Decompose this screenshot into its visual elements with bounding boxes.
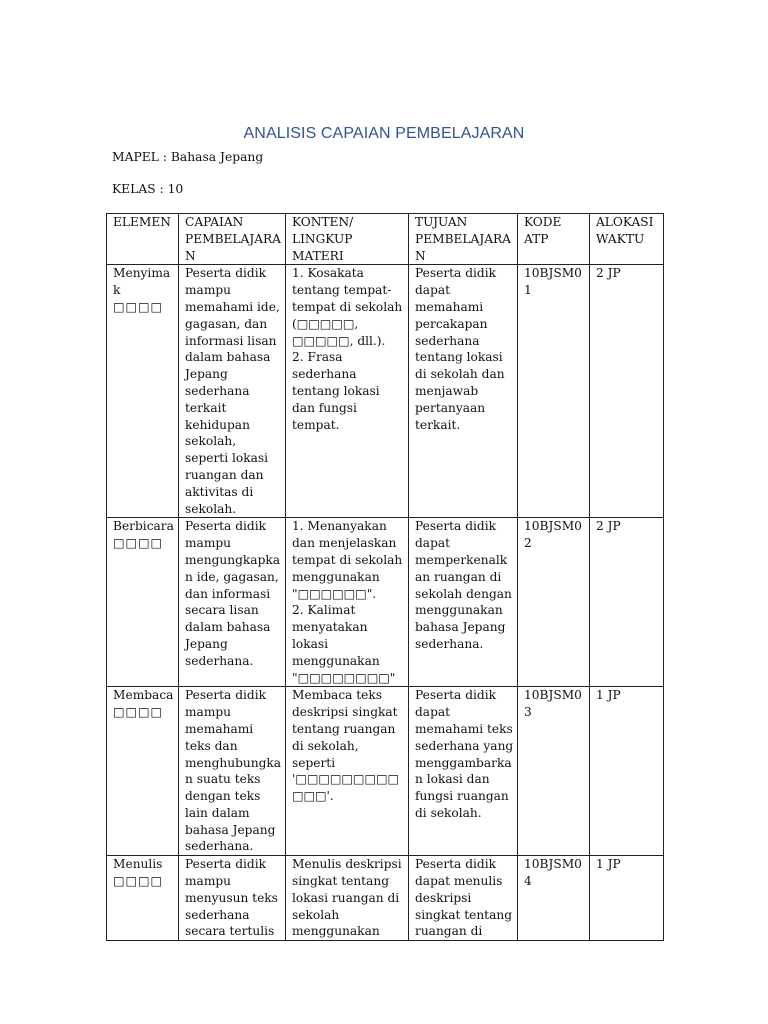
table-row: [107, 518, 664, 687]
table-row: [107, 856, 664, 941]
header-alokasi: ALOKASI WAKTU: [590, 214, 664, 265]
elemen-jp-label: □□□□: [113, 874, 164, 889]
cell-alokasi: 1 JP: [590, 856, 664, 941]
cell-kode: 10BJSM04: [518, 856, 590, 941]
cell-capaian: Peserta didik mampu menyusun teks sederhana secara tertulis: [179, 856, 286, 941]
cell-elemen: [107, 265, 179, 518]
mapel-label: MAPEL : Bahasa Jepang: [112, 150, 264, 164]
cell-capaian: Peserta didik mampu memahami teks dan menghubungkan suatu teks dengan teks lain dalam bahasa Jepang sederhana.: [179, 687, 286, 856]
cell-tujuan: Peserta didik dapat menulis deskripsi singkat tentang ruangan di: [409, 856, 518, 941]
cell-alokasi: 2 JP: [590, 265, 664, 518]
elemen-label: Membaca: [113, 688, 174, 703]
kelas-label: KELAS : 10: [112, 182, 184, 196]
cell-elemen: [107, 687, 179, 856]
elemen-jp-label: □□□□: [113, 705, 164, 720]
cell-tujuan: Peserta didik dapat memperkenalkan ruangan di sekolah dengan menggunakan bahasa Jepang sederhana.: [409, 518, 518, 687]
cp-analysis-table: [106, 213, 664, 941]
header-elemen: ELEMEN: [107, 214, 179, 265]
cell-konten: 1. Menanyakan dan menjelaskan tempat di sekolah menggunakan "□□□□□□". 2. Kalimat menyatakan lokasi menggunakan "□□□□□□□□": [286, 518, 409, 687]
header-capaian: CAPAIAN PEMBELAJARAN: [179, 214, 286, 265]
cell-elemen: [107, 518, 179, 687]
document-title: ANALISIS CAPAIAN PEMBELAJARAN: [243, 125, 525, 142]
table-header-row: [107, 214, 664, 265]
table-row: [107, 687, 664, 856]
cell-kode: 10BJSM03: [518, 687, 590, 856]
header-tujuan: TUJUAN PEMBELAJARAN: [409, 214, 518, 265]
cell-konten: 1. Kosakata tentang tempat-tempat di sekolah (□□□□□, □□□□□, dll.). 2. Frasa sederhana tentang lokasi dan fungsi tempat.: [286, 265, 409, 518]
elemen-label: Berbicara: [113, 519, 174, 534]
cell-konten: Menulis deskripsi singkat tentang lokasi ruangan di sekolah menggunakan: [286, 856, 409, 941]
header-konten: KONTEN/ LINGKUP MATERI: [286, 214, 409, 265]
cell-alokasi: 2 JP: [590, 518, 664, 687]
cell-kode: 10BJSM01: [518, 265, 590, 518]
cell-tujuan: Peserta didik dapat memahami teks sederhana yang menggambarkan lokasi dan fungsi ruangan di sekolah.: [409, 687, 518, 856]
cell-capaian: Peserta didik mampu memahami ide, gagasan, dan informasi lisan dalam bahasa Jepang sederhana terkait kehidupan sekolah, seperti lokasi ruangan dan aktivitas di sekolah.: [179, 265, 286, 518]
header-kode: KODE ATP: [518, 214, 590, 265]
cell-elemen: [107, 856, 179, 941]
elemen-jp-label: □□□□: [113, 536, 164, 551]
cell-kode: 10BJSM02: [518, 518, 590, 687]
elemen-label: Menyimak: [113, 266, 171, 298]
elemen-jp-label: □□□□: [113, 299, 164, 314]
cell-alokasi: 1 JP: [590, 687, 664, 856]
cell-capaian: Peserta didik mampu mengungkapkan ide, gagasan, dan informasi secara lisan dalam bahasa Jepang sederhana.: [179, 518, 286, 687]
table-row: [107, 265, 664, 518]
cell-tujuan: Peserta didik dapat memahami percakapan sederhana tentang lokasi di sekolah dan menjawab pertanyaan terkait.: [409, 265, 518, 518]
cell-konten: Membaca teks deskripsi singkat tentang ruangan di sekolah, seperti '□□□□□□□□□□□□'.: [286, 687, 409, 856]
elemen-label: Menulis: [113, 857, 163, 872]
